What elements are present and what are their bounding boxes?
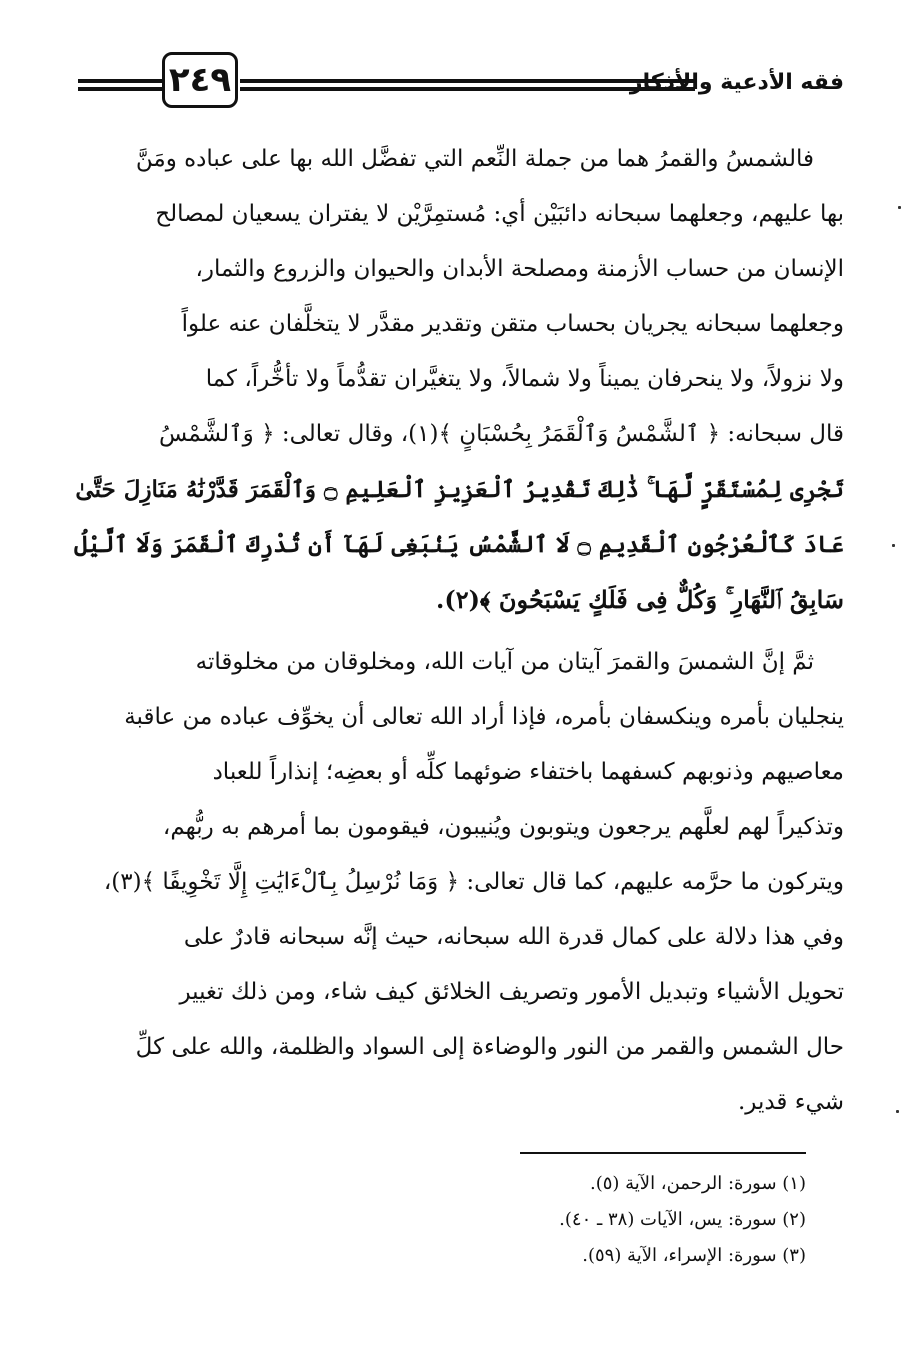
text-line: الإنسان من حساب الأزمنة ومصلحة الأبدان والحيوان والزروع والثمار، xyxy=(195,256,844,282)
quran-verse-line: عَادَ كَٱلْعُرْجُونِ ٱلْقَدِيمِ ۝ لَا ٱلشَّمْسُ يَنۢبَغِى لَهَآ أَن تُدْرِكَ ٱلْقَمَرَ وَلَا ٱلَّيْلُ xyxy=(74,531,844,558)
running-title: فقه الأدعية والأذكار xyxy=(629,70,844,95)
footnote: (١) سورة: الرحمن، الآية (٥). xyxy=(589,1173,806,1194)
text-line: ويتركون ما حرَّمه عليهم، كما قال تعالى: ﴿ وَمَا نُرْسِلُ بِٱلْءَايَٰتِ إِلَّا تَخْوِيفًا ﴾(٣)، xyxy=(103,869,844,895)
text-line: وتذكيراً لهم لعلَّهم يرجعون ويتوبون ويُنيبون، فيقومون بما أمرهم به ربُّهم، xyxy=(162,814,844,840)
footnotes xyxy=(440,1166,806,1274)
quran-verse-line: سَابِقُ ٱلنَّهَارِ ۚ وَكُلٌّ فِى فَلَكٍ يَسْبَحُونَ ﴾(٢). xyxy=(435,585,844,614)
text-line: حال الشمس والقمر من النور والوضاءة إلى السواد والظلمة، والله على كلِّ xyxy=(135,1034,844,1060)
page-header xyxy=(78,52,844,114)
scan-speck xyxy=(892,544,895,547)
header-rule-left xyxy=(78,79,162,95)
text-line: قال سبحانه: ﴿ ٱلشَّمْسُ وَٱلْقَمَرُ بِحُسْبَانٍ ﴾(١)، وقال تعالى: ﴿ وَٱلشَّمْسُ xyxy=(159,421,844,447)
text-line: ينجليان بأمره وينكسفان بأمره، فإذا أراد الله تعالى أن يخوِّف عباده من عاقبة xyxy=(124,704,844,730)
text-line: وفي هذا دلالة على كمال قدرة الله سبحانه، حيث إنَّه سبحانه قادرٌ على xyxy=(183,924,844,950)
text-line: معاصيهم وذنوبهم كسفهما باختفاء ضوئهما كلِّه أو بعضِه؛ إنذاراً للعباد xyxy=(212,759,844,785)
text-line: فالشمسُ والقمرُ هما من جملة النِّعم التي تفضَّل الله بها على عباده ومَنَّ xyxy=(135,146,814,172)
text-line: بها عليهم، وجعلهما سبحانه دائبَيْن أي: مُستمِرَّيْن لا يفتران يسعيان لمصالح xyxy=(155,201,844,227)
text-line: وجعلهما سبحانه يجريان بحساب متقن وتقدير مقدَّر لا يتخلَّفان عنه علواً xyxy=(181,311,844,337)
text-line: ولا نزولاً، ولا ينحرفان يميناً ولا شمالاً، ولا يتغيَّران تقدُّماً ولا تأخُّراً، كما xyxy=(205,366,844,392)
scan-speck xyxy=(896,1110,899,1113)
page-number: ٢٤٩ xyxy=(162,52,238,108)
scan-speck xyxy=(898,206,901,209)
footnote-separator xyxy=(520,1152,806,1154)
text-line: شيء قدير. xyxy=(737,1089,844,1115)
footnote: (٣) سورة: الإسراء، الآية (٥٩). xyxy=(582,1245,806,1266)
footnote: (٢) سورة: يس، الآيات (٣٨ ـ ٤٠). xyxy=(559,1209,806,1230)
text-line: ثمَّ إنَّ الشمسَ والقمرَ آيتان من آيات الله، ومخلوقان من مخلوقاته xyxy=(195,649,814,675)
text-line: تحويل الأشياء وتبديل الأمور وتصريف الخلائق كيف شاء، ومن ذلك تغيير xyxy=(179,979,844,1005)
quran-verse-line: تَجْرِى لِمُسْتَقَرٍّ لَّهَا ۚ ذَٰلِكَ تَقْدِيرُ ٱلْعَزِيزِ ٱلْعَلِيمِ ۝ وَٱلْقَمَرَ قَدَّرْنَٰهُ مَنَازِلَ حَتَّىٰ xyxy=(75,476,844,503)
main-text xyxy=(68,132,844,1130)
